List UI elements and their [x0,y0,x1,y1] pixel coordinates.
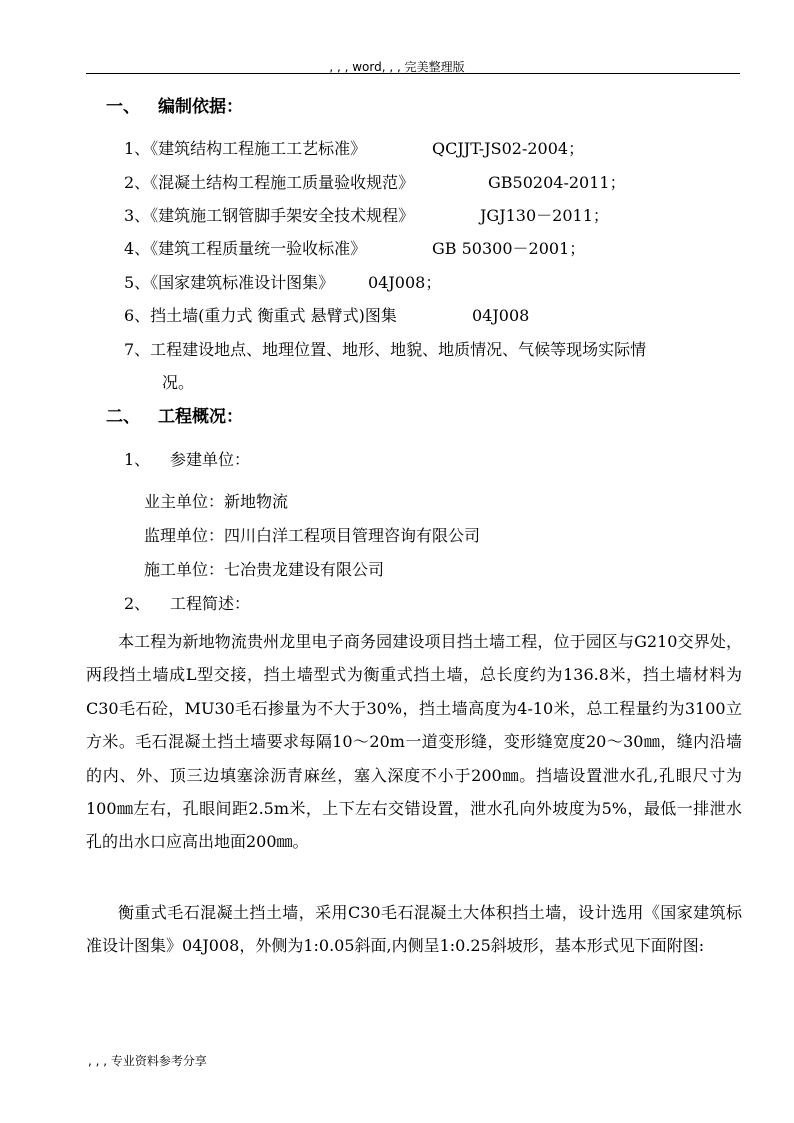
subsection-2-title: 工程简述： [170,594,251,613]
reference-item-5 [124,273,442,293]
reference-label: 7、工程建设地点、地理位置、地形、地貌、地质情况、气候等现场实际情 [124,340,647,359]
header-divider [86,73,740,74]
section-2-number: 二、 [106,407,140,427]
reference-item-4 [124,239,586,259]
section-1-number: 一、 [106,97,140,117]
subsection-1-heading [124,450,250,470]
reference-code: QCJJT-JS02-2004； [432,139,585,158]
subsection-1-number: 1、 [124,450,151,469]
reference-item-6 [124,306,530,326]
page-header: , , , word, , , 完美整理版 [329,60,465,74]
reference-item-2 [124,173,626,193]
reference-code: JGJ130－2011； [480,206,609,225]
subsection-1-title: 参建单位： [170,450,251,469]
contractor-unit: 施工单位：七冶贵龙建设有限公司 [144,560,385,579]
reference-label: 5、《国家建筑标准设计图集》 [124,273,335,292]
reference-item-7 [124,340,646,360]
section-1-title: 编制依据： [158,97,243,117]
section-1-heading [106,97,243,117]
section-2-heading [106,407,243,427]
owner-unit: 业主单位：新地物流 [144,492,289,511]
subsection-2-heading [124,594,250,614]
reference-item-3 [124,206,609,226]
reference-label: 1、《建筑结构工程施工工艺标准》 [124,139,367,158]
subsection-2-number: 2、 [124,594,151,613]
reference-code: GB 50300－2001； [432,239,586,258]
supervisor-unit: 监理单位：四川白洋工程项目管理咨询有限公司 [144,526,481,545]
reference-label: 6、挡土墙(重力式 衡重式 悬臂式)图集 [124,306,397,325]
project-description-paragraph: 本工程为新地物流贵州龙里电子商务园建设项目挡土墙工程，位于园区与G210交界处，两段挡土墙成L型交接，挡土墙型式为衡重式挡土墙，总长度约为136.8米，挡土墙材料为C30毛石砼，MU30毛石掺量为不大于30%，挡土墙高度为4-10米，总工程量约为3100立方米。毛石混凝土挡土墙要求每隔10～20m一道变形缝，变形缝宽度20～30㎜，缝内沿墙的内、外、顶三边填塞涂沥青麻丝，塞入深度不小于200㎜。挡墙设置泄水孔,孔眼尺寸为100㎜左右，孔眼间距2.5m米，上下左右交错设置，泄水孔向外坡度为5%，最低一排泄水孔的出水口应高出地面200㎜。 [86,632,742,852]
reference-label: 4、《建筑工程质量统一验收标准》 [124,239,367,258]
reference-label: 3、《建筑施工钢管脚手架安全技术规程》 [124,206,415,225]
reference-code: GB50204-2011； [488,173,626,192]
reference-code: 04J008； [368,273,442,292]
reference-label: 2、《混凝土结构工程施工质量验收规范》 [124,173,415,192]
reference-item-1 [124,139,585,159]
page-footer: , , , 专业资料参考分享 [88,1054,207,1068]
section-2-title: 工程概况： [158,407,243,427]
reference-code: 04J008 [472,306,530,325]
reference-item-7-continuation: 况。 [162,373,195,392]
wall-design-paragraph: 衡重式毛石混凝土挡土墙，采用C30毛石混凝土大体积挡土墙，设计选用《国家建筑标准设计图集》04J008，外侧为1:0.05斜面,内侧呈1:0.25斜坡形，基本形式见下面附图: [86,903,742,956]
